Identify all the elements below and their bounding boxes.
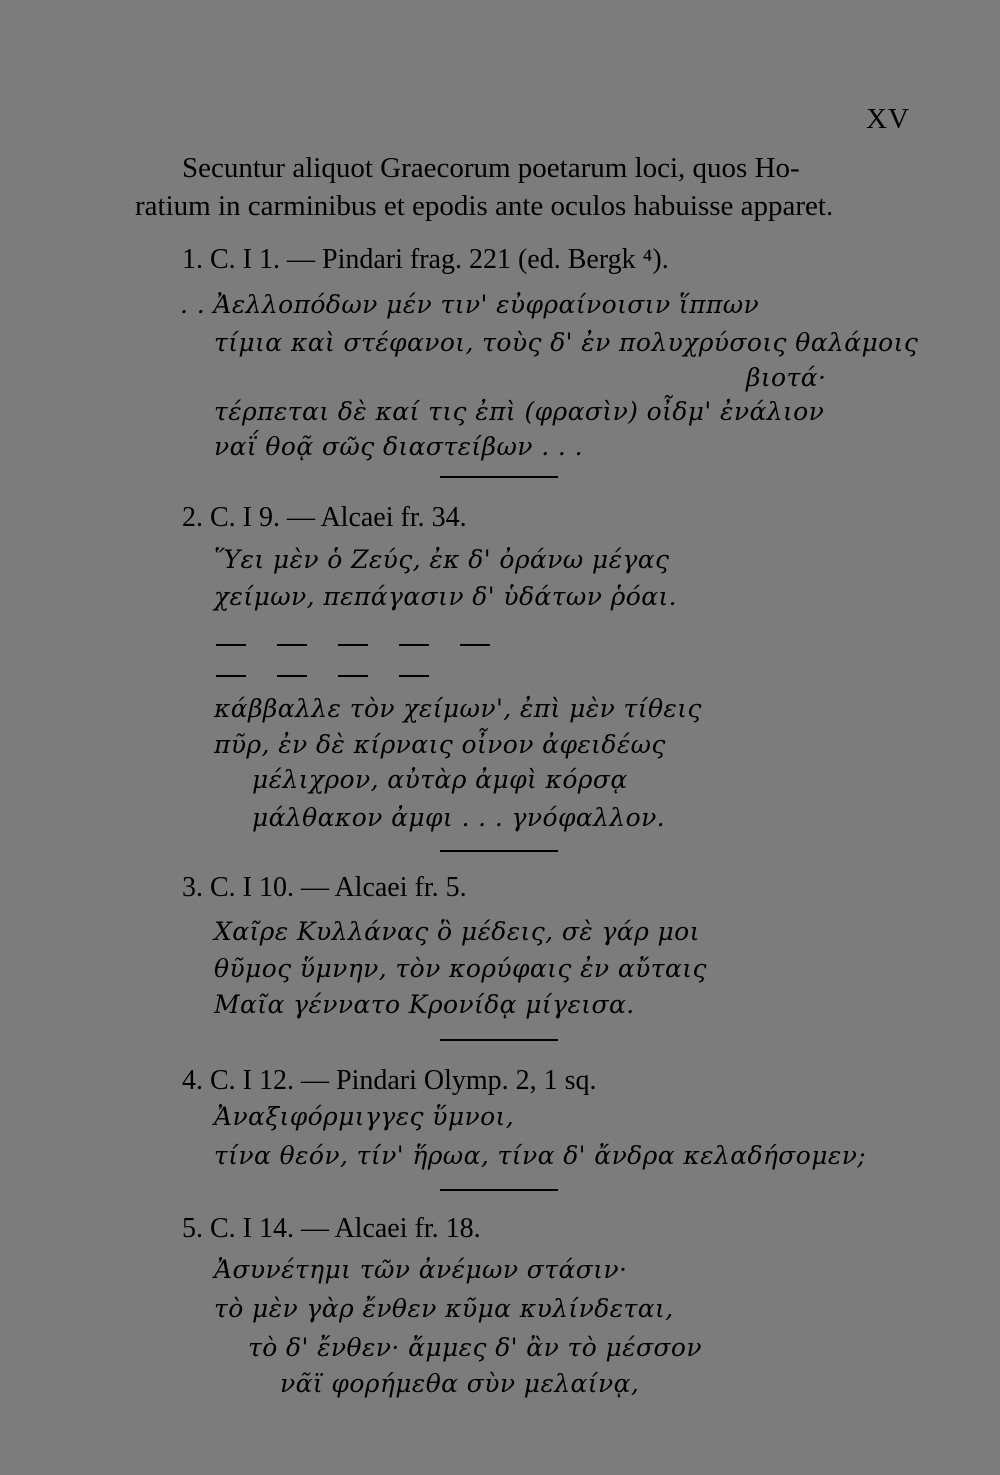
- section-3-line-1: Χαῖρε Κυλλάνας ὃ μέδεις, σὲ γάρ μοι: [214, 917, 700, 946]
- section-2-heading: 2. C. I 9. — Alcaei fr. 34.: [182, 502, 467, 533]
- section-2-line-1: Ὕει μὲν ὁ Ζεύς, ἐκ δ' ὀράνω μέγας: [214, 545, 670, 574]
- section-1-line-4: τέρπεται δὲ καί τις ἐπὶ (φρασὶν) οἶδμ' ἐνάλιον: [214, 397, 825, 426]
- section-5-heading: 5. C. I 14. — Alcaei fr. 18.: [182, 1213, 481, 1244]
- section-4-line-2: τίνα θεόν, τίν' ἥρωα, τίνα δ' ἄνδρα κελαδήσομεν;: [214, 1141, 867, 1170]
- section-5-line-3: τὸ δ' ἔνθεν· ἄμμες δ' ἂν τὸ μέσσον: [248, 1333, 702, 1362]
- section-2-line-3: κάββαλλε τὸν χείμων', ἐπὶ μὲν τίθεις: [214, 694, 702, 723]
- section-1-line-5: ναΐ θοᾷ σῶς διαστείβων . . .: [214, 432, 583, 461]
- section-2-line-2: χείμων, πεπάγασιν δ' ὑδάτων ῥόαι.: [214, 582, 678, 611]
- intro-line-2: ratium in carminibus et epodis ante oculos habuisse apparet.: [135, 190, 834, 222]
- section-divider-3: [440, 1039, 558, 1041]
- section-divider-1: [440, 476, 558, 478]
- section-5-line-4: νᾶϊ φορήμεθα σὺν μελαίνᾳ,: [280, 1369, 640, 1398]
- section-3-line-3: Μαῖα γέννατο Κρονίδᾳ μίγεισα.: [214, 990, 635, 1019]
- section-1-heading: 1. C. I 1. — Pindari frag. 221 (ed. Bergk ⁴).: [182, 244, 669, 275]
- section-4-line-1: Ἀναξιφόρμιγγες ὕμνοι,: [214, 1102, 515, 1131]
- section-5-line-2: τὸ μὲν γὰρ ἔνθεν κῦμα κυλίνδεται,: [214, 1294, 674, 1323]
- section-2-line-4: πῦρ, ἐν δὲ κίρναις οἶνον ἀφειδέως: [214, 730, 666, 759]
- section-3-line-2: θῦμος ὕμνην, τὸν κορύφαις ἐν αὔταις: [214, 954, 707, 983]
- section-5-line-1: Ἀσυνέτημι τῶν ἀνέμων στάσιν·: [214, 1255, 628, 1284]
- section-divider-2: [440, 850, 558, 852]
- lacuna-dashes-1: [216, 634, 521, 653]
- lacuna-dashes-2: [216, 665, 460, 684]
- section-3-heading: 3. C. I 10. — Alcaei fr. 5.: [182, 872, 467, 903]
- section-2-line-6: μάλθακον ἀμφι . . . γνόφαλλον.: [252, 803, 666, 832]
- section-1-line-3: βιοτά·: [746, 363, 827, 392]
- section-divider-4: [440, 1189, 558, 1191]
- page-number: XV: [866, 103, 910, 135]
- section-1-line-2: τίμια καὶ στέφανοι, τοὺς δ' ἐν πολυχρύσοις θαλάμοις: [214, 328, 919, 357]
- section-2-line-5: μέλιχρον, αὐτὰρ ἀμφὶ κόρσᾳ: [252, 765, 628, 794]
- section-1-line-1: . . Ἀελλοπόδων μέν τιν' εὐφραίνοισιν ἵππων: [180, 290, 760, 319]
- intro-line-1: Secuntur aliquot Graecorum poetarum loci, quos Ho-: [182, 152, 800, 184]
- section-4-heading: 4. C. I 12. — Pindari Olymp. 2, 1 sq.: [182, 1065, 597, 1096]
